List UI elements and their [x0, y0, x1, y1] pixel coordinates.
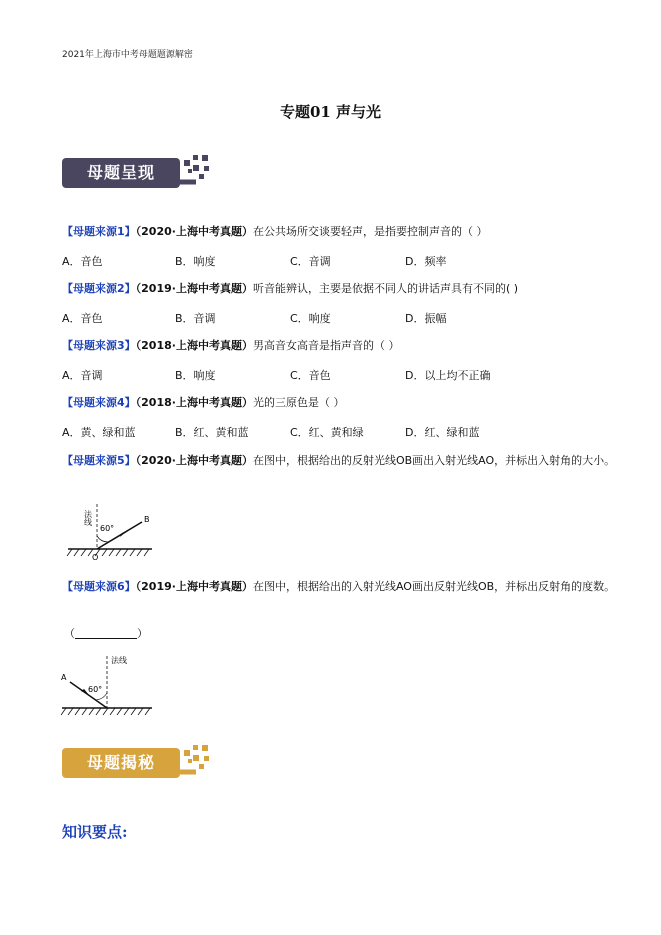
- option-a: A．音调: [62, 369, 103, 382]
- question-text: 光的三原色是（ ）: [252, 396, 345, 409]
- option-b: B．响度: [175, 369, 216, 382]
- point-a-label: A: [61, 673, 67, 682]
- question-source: 【母题来源5】: [62, 454, 136, 467]
- banner-reveal: [62, 742, 222, 788]
- blank-line[interactable]: [75, 627, 137, 639]
- banner-label: 母题呈现: [86, 163, 155, 182]
- section-heading: 知识要点:: [62, 823, 128, 841]
- blank-close: ）: [137, 627, 148, 640]
- question-year: （2018·上海中考真题）: [135, 396, 253, 409]
- question-text: 在图中，根据给出的反射光线OB画出入射光线AO，并标出入射角的大小。: [252, 454, 616, 467]
- question-5: [62, 452, 622, 470]
- option-b: B．响度: [175, 255, 216, 268]
- banner-label: 母题揭秘: [86, 753, 155, 772]
- question-1: [62, 224, 622, 240]
- point-b-label: B: [144, 515, 150, 524]
- question-3-options: [62, 367, 622, 383]
- question-2-options: [62, 310, 622, 326]
- question-text: 在公共场所交谈要轻声，是指要控制声音的（ ）: [252, 225, 488, 238]
- reflection-figure-2: [58, 652, 158, 718]
- point-o-label: O: [92, 553, 99, 562]
- option-d: D．以上均不正确: [405, 369, 491, 382]
- option-c: C．音调: [290, 255, 331, 268]
- reflection-figure-1: [62, 500, 162, 562]
- angle-label-2: 60°: [88, 685, 103, 694]
- question-2: [62, 281, 622, 297]
- question-year: （2020·上海中考真题）: [135, 454, 253, 467]
- option-c: C．响度: [290, 312, 331, 325]
- normal-label-2: 法线: [111, 656, 127, 665]
- question-text: 听音能辨认，主要是依据不同人的讲话声具有不同的( ): [252, 282, 519, 295]
- question-year: （2019·上海中考真题）: [135, 282, 253, 295]
- question-6: [62, 578, 622, 596]
- banner-present: [62, 152, 222, 198]
- option-a: A．黄、绿和蓝: [62, 426, 136, 439]
- question-3: [62, 338, 622, 354]
- angle-label-1: 60°: [100, 524, 115, 533]
- question-year: （2018·上海中考真题）: [135, 339, 253, 352]
- option-a: A．音色: [62, 255, 103, 268]
- question-4-options: [62, 424, 622, 440]
- question-source: 【母题来源4】: [62, 396, 136, 409]
- question-4: [62, 395, 622, 411]
- option-a: A．音色: [62, 312, 103, 325]
- banner-deco-icon: [162, 742, 222, 782]
- option-b: B．音调: [175, 312, 216, 325]
- banner-deco-icon: [162, 152, 222, 192]
- question-year: （2019·上海中考真题）: [135, 580, 253, 593]
- question-text: 在图中，根据给出的入射光线AO画出反射光线OB，并标出反射角的度数。: [252, 580, 616, 593]
- header-note: 2021年上海市中考母题题源解密: [62, 50, 193, 60]
- question-source: 【母题来源3】: [62, 339, 136, 352]
- question-source: 【母题来源6】: [62, 580, 136, 593]
- question-source: 【母题来源2】: [62, 282, 136, 295]
- question-text: 男高音女高音是指声音的（ ）: [252, 339, 400, 352]
- option-d: D．红、绿和蓝: [405, 426, 480, 439]
- option-d: D．振幅: [405, 312, 447, 325]
- option-b: B．红、黄和蓝: [175, 426, 249, 439]
- option-c: C．红、黄和绿: [290, 426, 364, 439]
- blank-open: （: [64, 627, 75, 640]
- question-1-options: [62, 253, 622, 269]
- question-year: （2020·上海中考真题）: [135, 225, 253, 238]
- page-title: 专题01 声与光: [279, 103, 382, 121]
- option-c: C．音色: [290, 369, 331, 382]
- normal-label-1a: 法线: [83, 510, 93, 526]
- option-d: D．频率: [405, 255, 447, 268]
- answer-blank: [64, 625, 148, 641]
- question-source: 【母题来源1】: [62, 225, 136, 238]
